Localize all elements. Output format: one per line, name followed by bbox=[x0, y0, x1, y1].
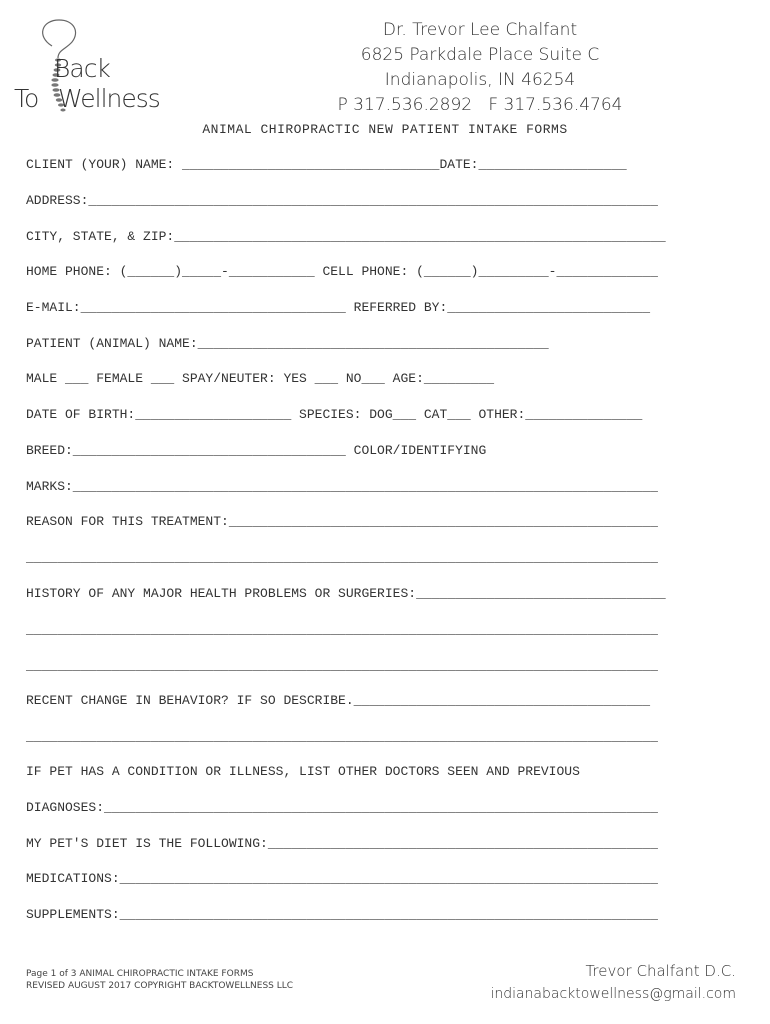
supplements-field[interactable]: SUPPLEMENTS:_____________________________________________________________________ bbox=[26, 907, 658, 922]
street-address: 6825 Parkdale Place Suite C bbox=[360, 45, 600, 65]
patient-name-field[interactable]: PATIENT (ANIMAL) NAME:_____________________________________________ bbox=[26, 336, 549, 351]
behavior-field[interactable]: RECENT CHANGE IN BEHAVIOR? IF SO DESCRIBE.______________________________________ bbox=[26, 693, 651, 708]
page-footer-info bbox=[26, 968, 293, 992]
condition-prompt: IF PET HAS A CONDITION OR ILLNESS, LIST OTHER DOCTORS SEEN AND PREVIOUS bbox=[26, 764, 580, 779]
form-title: ANIMAL CHIROPRACTIC NEW PATIENT INTAKE FORMS bbox=[202, 122, 568, 137]
footer-email[interactable]: indianabacktowellness@gmail.com bbox=[490, 986, 736, 1002]
dob-species-field[interactable]: DATE OF BIRTH:____________________ SPECIES: DOG___ CAT___ OTHER:_______________ bbox=[26, 407, 643, 422]
city-state-zip-field[interactable]: CITY, STATE, & ZIP:_______________________________________________________________ bbox=[26, 229, 666, 244]
marks-field[interactable]: MARKS:___________________________________________________________________________ bbox=[26, 479, 658, 494]
logo-word-wellness: Wellness bbox=[58, 84, 160, 113]
history-continued-line-1[interactable]: _________________________________________________________________________________ bbox=[26, 622, 658, 637]
history-continued-line-2[interactable]: _________________________________________________________________________________ bbox=[26, 658, 658, 673]
logo-word-back: Back bbox=[54, 54, 110, 83]
diet-field[interactable]: MY PET'S DIET IS THE FOLLOWING:__________________________________________________ bbox=[26, 836, 658, 851]
reason-field[interactable]: REASON FOR THIS TREATMENT:_______________________________________________________ bbox=[26, 514, 658, 529]
page-count-text: Page 1 of 3 ANIMAL CHIROPRACTIC INTAKE FORMS bbox=[26, 969, 254, 979]
reason-continued-line[interactable]: _________________________________________________________________________________ bbox=[26, 550, 658, 565]
breed-color-field[interactable]: BREED:___________________________________ COLOR/IDENTIFYING bbox=[26, 443, 487, 458]
medications-field[interactable]: MEDICATIONS:_____________________________________________________________________ bbox=[26, 871, 658, 886]
diagnoses-field[interactable]: DIAGNOSES:_______________________________________________________________________ bbox=[26, 800, 658, 815]
logo-word-to: To bbox=[14, 84, 39, 113]
clinic-logo bbox=[14, 16, 160, 121]
footer-doctor-name: Trevor Chalfant D.C. bbox=[585, 962, 736, 980]
email-referred-field[interactable]: E-MAIL:__________________________________ REFERRED BY:__________________________ bbox=[26, 300, 651, 315]
client-name-field[interactable]: CLIENT (YOUR) NAME: _________________________________DATE:___________________ bbox=[26, 157, 627, 172]
phone-fields[interactable]: HOME PHONE: (______)_____-___________ CELL PHONE: (______)_________-_____________ bbox=[26, 264, 658, 279]
city-address: Indianapolis, IN 46254 bbox=[384, 70, 576, 90]
behavior-continued-line[interactable]: _________________________________________________________________________________ bbox=[26, 729, 658, 744]
history-field[interactable]: HISTORY OF ANY MAJOR HEALTH PROBLEMS OR SURGERIES:________________________________ bbox=[26, 586, 666, 601]
doctor-name: Dr. Trevor Lee Chalfant bbox=[382, 20, 578, 40]
copyright-text: REVISED AUGUST 2017 COPYRIGHT BACKTOWELLNESS LLC bbox=[26, 981, 294, 991]
sex-age-field[interactable]: MALE ___ FEMALE ___ SPAY/NEUTER: YES ___ NO___ AGE:_________ bbox=[26, 371, 495, 386]
address-field[interactable]: ADDRESS:_________________________________________________________________________ bbox=[26, 193, 658, 208]
phone-fax: P 317.536.2892 F 317.536.4764 bbox=[337, 95, 623, 115]
